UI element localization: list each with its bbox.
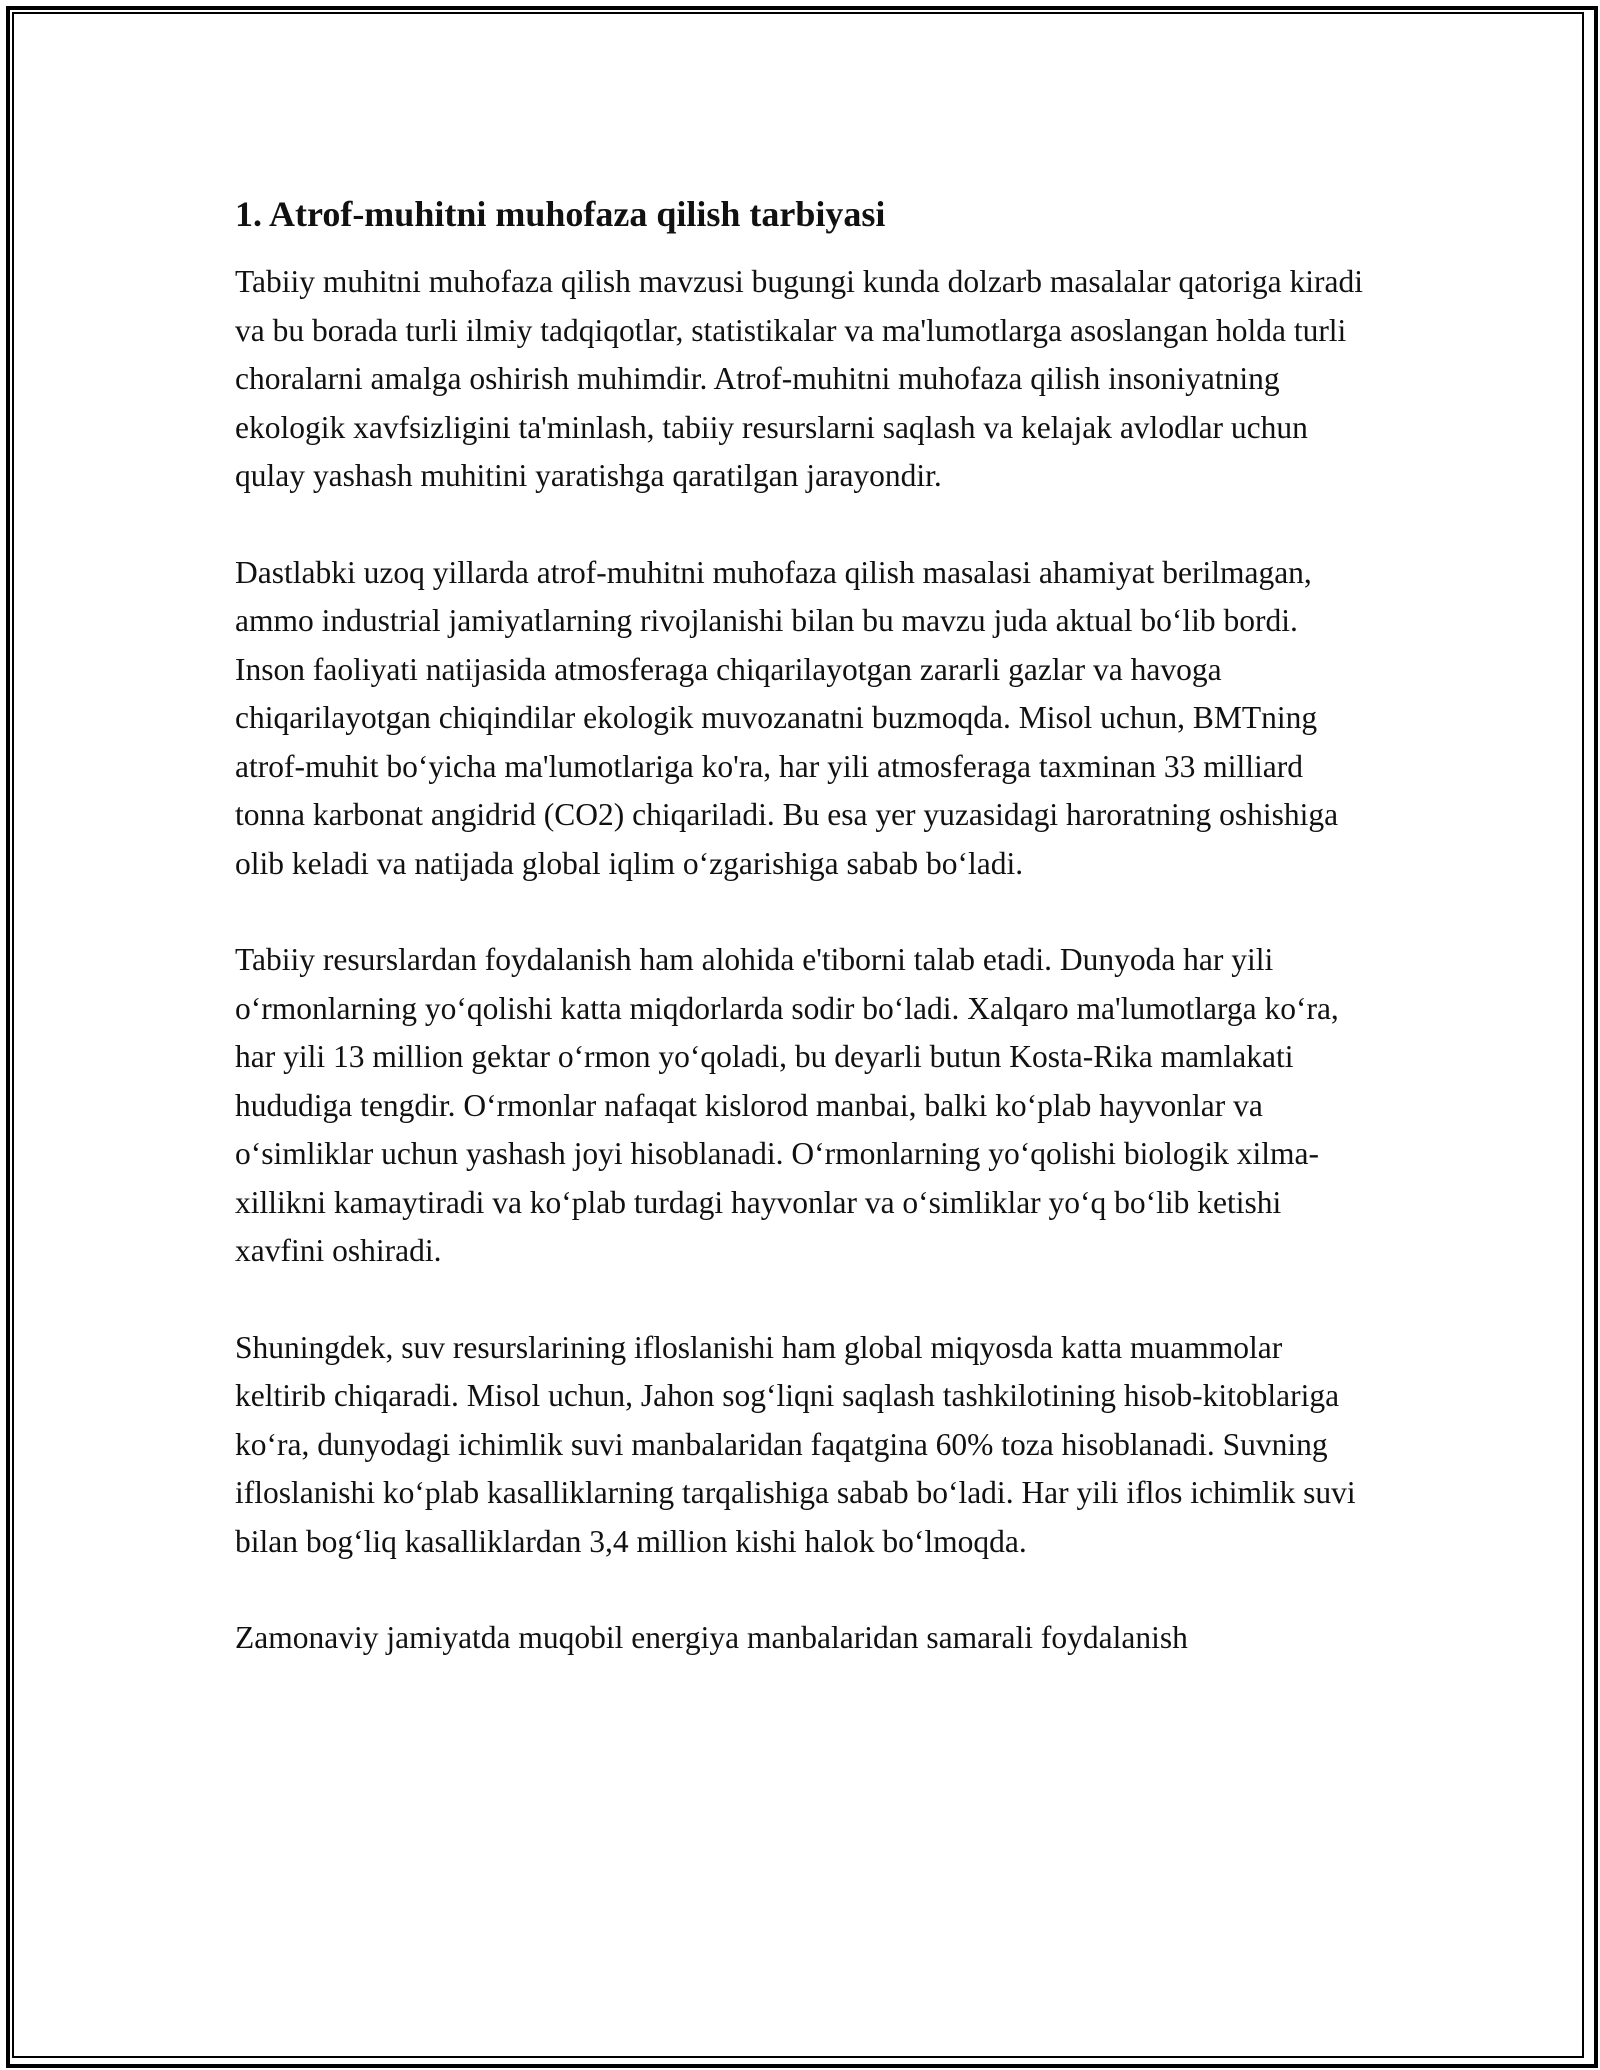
document-body (235, 188, 1375, 1711)
section-heading: 1. Atrof-muhitni muhofaza qilish tarbiyasi (235, 194, 886, 234)
paragraph-water: Shuningdek, suv resurslarining ifloslanishi ham global miqyosda katta muammolar keltirib chiqaradi. Misol uchun, Jahon sog‘liqni saqlash tashkilotining hisob-kitoblariga ko‘ra, dunyodagi ichimlik suvi manbalaridan faqatgina 60% toza hisoblanadi. Suvning ifloslanishi ko‘plab kasalliklarning tarqalishiga sabab bo‘ladi. Har yili iflos ichimlik suvi bilan bog‘liq kasalliklardan 3,4 million kishi halok bo‘lmoqda. (235, 1329, 1356, 1559)
paragraph-intro: Tabiiy muhitni muhofaza qilish mavzusi bugungi kunda dolzarb masalalar qatoriga kiradi va bu borada turli ilmiy tadqiqotlar, statistikalar va ma'lumotlarga asoslangan holda turli choralarni amalga oshirish muhimdir. Atrof-muhitni muhofaza qilish insoniyatning ekologik xavfsizligini ta'minlash, tabiiy resurslarni saqlash va kelajak avlodlar uchun qulay yashash muhitini yaratishga qaratilgan jarayondir. (235, 264, 1364, 493)
paragraph-forests: Tabiiy resurslardan foydalanish ham alohida e'tiborni talab etadi. Dunyoda har yili o‘rmonlarning yo‘qolishi katta miqdorlarda sodir bo‘ladi. Xalqaro ma'lumotlarga ko‘ra, har yili 13 million gektar o‘rmon yo‘qoladi, bu deyarli butun Kosta-Rika mamlakati hududiga tengdir. O‘rmonlar nafaqat kislorod manbai, balki ko‘plab hayvonlar va o‘simliklar uchun yashash joyi hisoblanadi. O‘rmonlarning yo‘qolishi biologik xilma-xillikni kamaytiradi va ko‘plab turdagi hayvonlar va o‘simliklar yo‘q bo‘lib ketishi xavfini oshiradi. (235, 942, 1339, 1268)
paragraph-atmosphere: Dastlabki uzoq yillarda atrof-muhitni muhofaza qilish masalasi ahamiyat berilmagan, ammo industrial jamiyatlarning rivojlanishi bilan bu mavzu juda aktual bo‘lib bordi. Inson faoliyati natijasida atmosferaga chiqarilayotgan zararli gazlar va havoga chiqarilayotgan chiqindilar ekologik muvozanatni buzmoqda. Misol uchun, BMTning atrof-muhit bo‘yicha ma'lumotlariga ko'ra, har yili atmosferaga taxminan 33 milliard tonna karbonat angidrid (CO2) chiqariladi. Bu esa yer yuzasidagi haroratning oshishiga olib keladi va natijada global iqlim o‘zgarishiga sabab bo‘ladi. (235, 554, 1339, 881)
paragraph-energy: Zamonaviy jamiyatda muqobil energiya manbalaridan samarali foydalanish (235, 1620, 1188, 1655)
